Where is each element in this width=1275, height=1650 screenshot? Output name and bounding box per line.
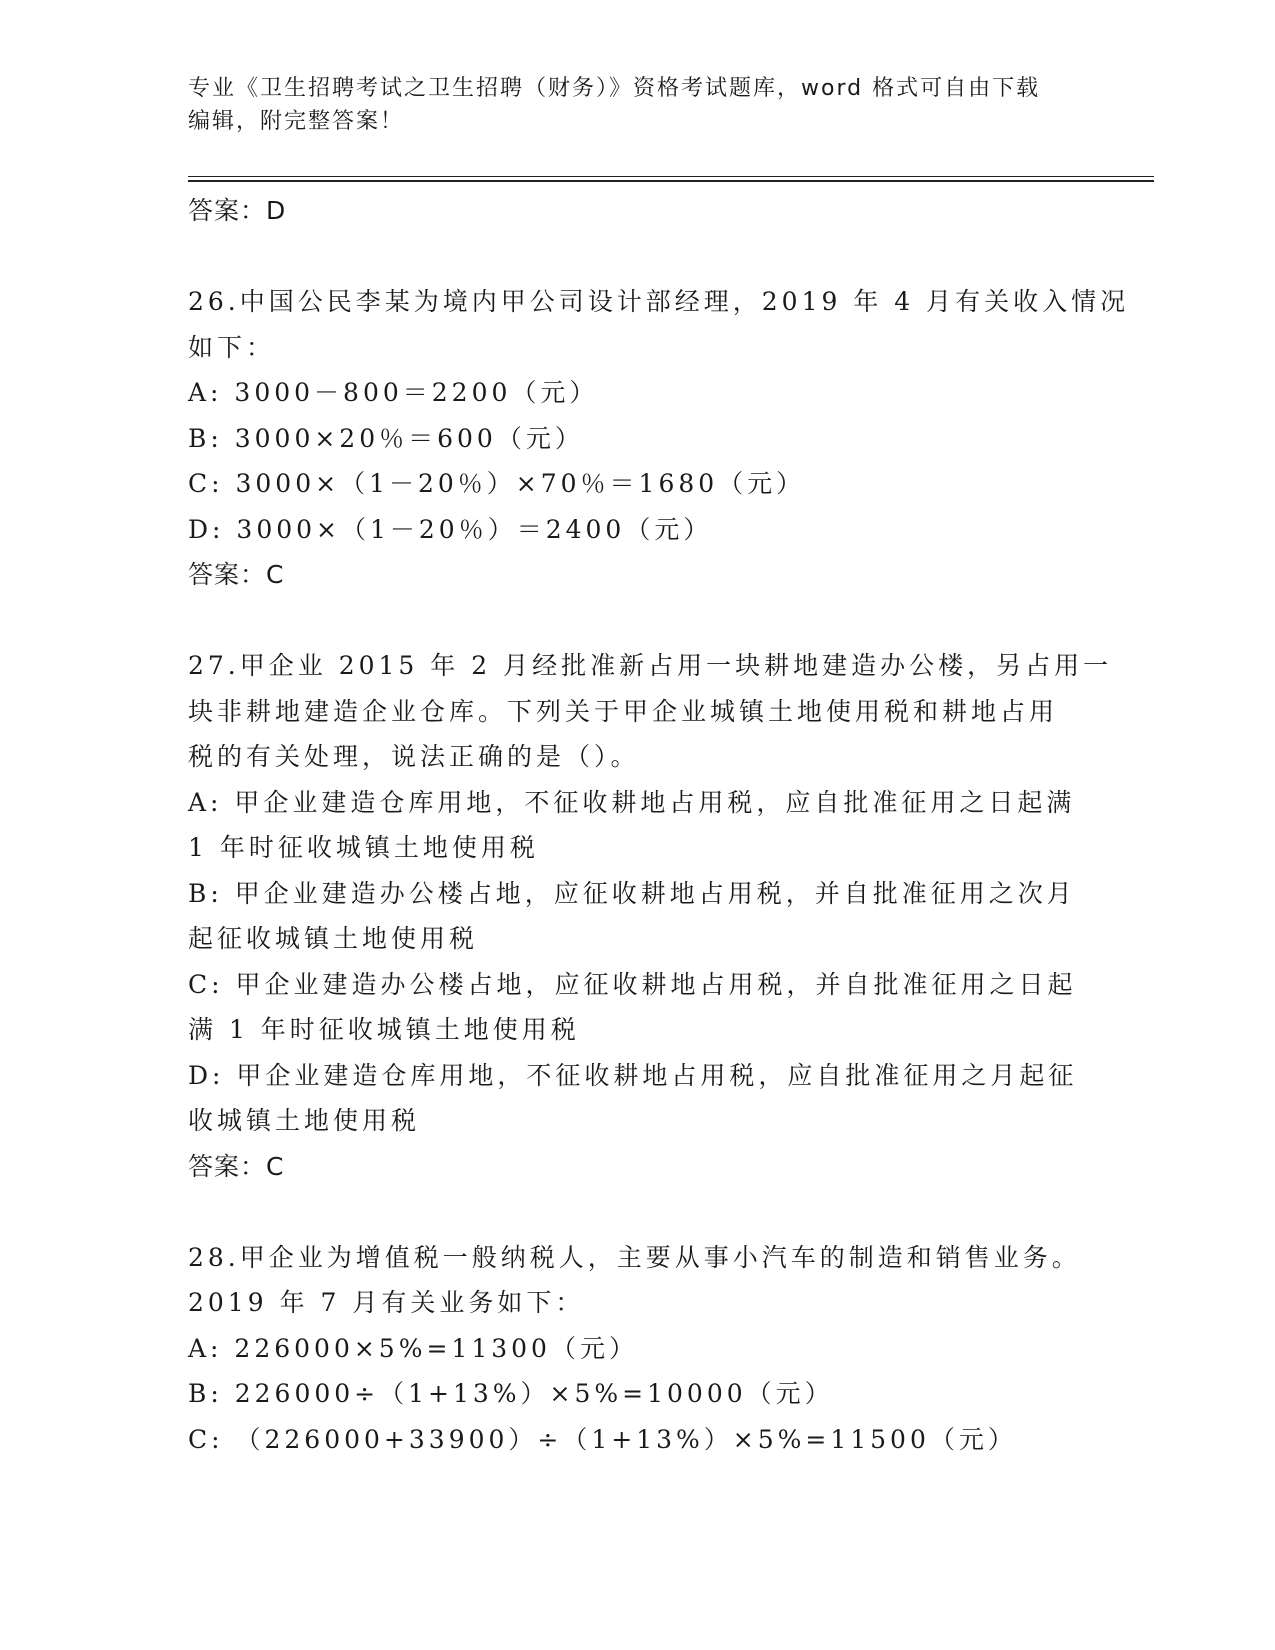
question-26-option-d: D: 3000×（1－20％）＝2400（元） — [188, 514, 713, 544]
page-header — [188, 72, 1088, 138]
question-27-option-c-line-1: C: 甲企业建造办公楼占地，应征收耕地占用税，并自批准征用之日起 — [188, 969, 1077, 999]
question-27-stem-line-2: 块非耕地建造企业仓库。下列关于甲企业城镇土地使用税和耕地占用 — [188, 696, 1059, 726]
question-27-option-a-line-1: A: 甲企业建造仓库用地，不征收耕地占用税，应自批准征用之日起满 — [188, 787, 1076, 817]
question-27 — [188, 643, 1113, 1189]
question-28-option-c: C: （226000+33900）÷（1+13%）×5%=11500（元） — [188, 1424, 1017, 1454]
answer-25: 答案：D — [188, 196, 287, 225]
question-28-option-b: B: 226000÷（1+13%）×5%=10000（元） — [188, 1379, 834, 1408]
header-rule-thin — [188, 176, 1154, 177]
header-line-2: 编辑，附完整答案！ — [188, 109, 405, 134]
question-27-option-a-line-2: 1 年时征收城镇土地使用税 — [188, 833, 539, 862]
question-26-stem-line-2: 如下： — [188, 332, 276, 362]
question-27-answer: 答案：C — [188, 1151, 285, 1181]
question-28-stem-line-1: 28.甲企业为增值税一般纳税人，主要从事小汽车的制造和销售业务。 — [188, 1242, 1081, 1272]
question-27-option-b-line-2: 起征收城镇土地使用税 — [188, 924, 479, 953]
question-27-option-b-line-1: B: 甲企业建造办公楼占地，应征收耕地占用税，并自批准征用之次月 — [188, 878, 1076, 908]
question-27-stem-line-3: 税的有关处理，说法正确的是（）。 — [188, 742, 640, 771]
question-27-option-d-line-2: 收城镇土地使用税 — [188, 1106, 421, 1135]
question-26-option-a: A: 3000－800＝2200（元） — [188, 378, 599, 407]
header-line-1: 专业《卫生招聘考试之卫生招聘（财务）》资格考试题库，word 格式可自由下载 — [188, 76, 1041, 101]
question-26-answer: 答案：C — [188, 560, 285, 589]
document-body — [188, 188, 1130, 1462]
question-28-stem-line-2: 2019 年 7 月有关业务如下： — [188, 1288, 585, 1317]
header-rule-thick — [188, 180, 1154, 182]
question-27-option-c-line-2: 满 1 年时征收城镇土地使用税 — [188, 1015, 580, 1044]
question-27-option-d-line-1: D: 甲企业建造仓库用地，不征收耕地占用税，应自批准征用之月起征 — [188, 1060, 1078, 1090]
question-27-stem-line-1: 27.甲企业 2015 年 2 月经批准新占用一块耕地建造办公楼，另占用一 — [188, 651, 1113, 680]
question-26-option-b: B: 3000×20％＝600（元） — [188, 423, 584, 453]
question-26 — [188, 279, 1130, 598]
question-26-stem-line-1: 26.中国公民李某为境内甲公司设计部经理，2019 年 4 月有关收入情况 — [188, 287, 1130, 316]
question-26-option-c: C: 3000×（1－20％）×70％＝1680（元） — [188, 469, 806, 498]
question-28 — [188, 1235, 1088, 1463]
question-28-option-a: A: 226000×5%=11300（元） — [188, 1333, 638, 1363]
